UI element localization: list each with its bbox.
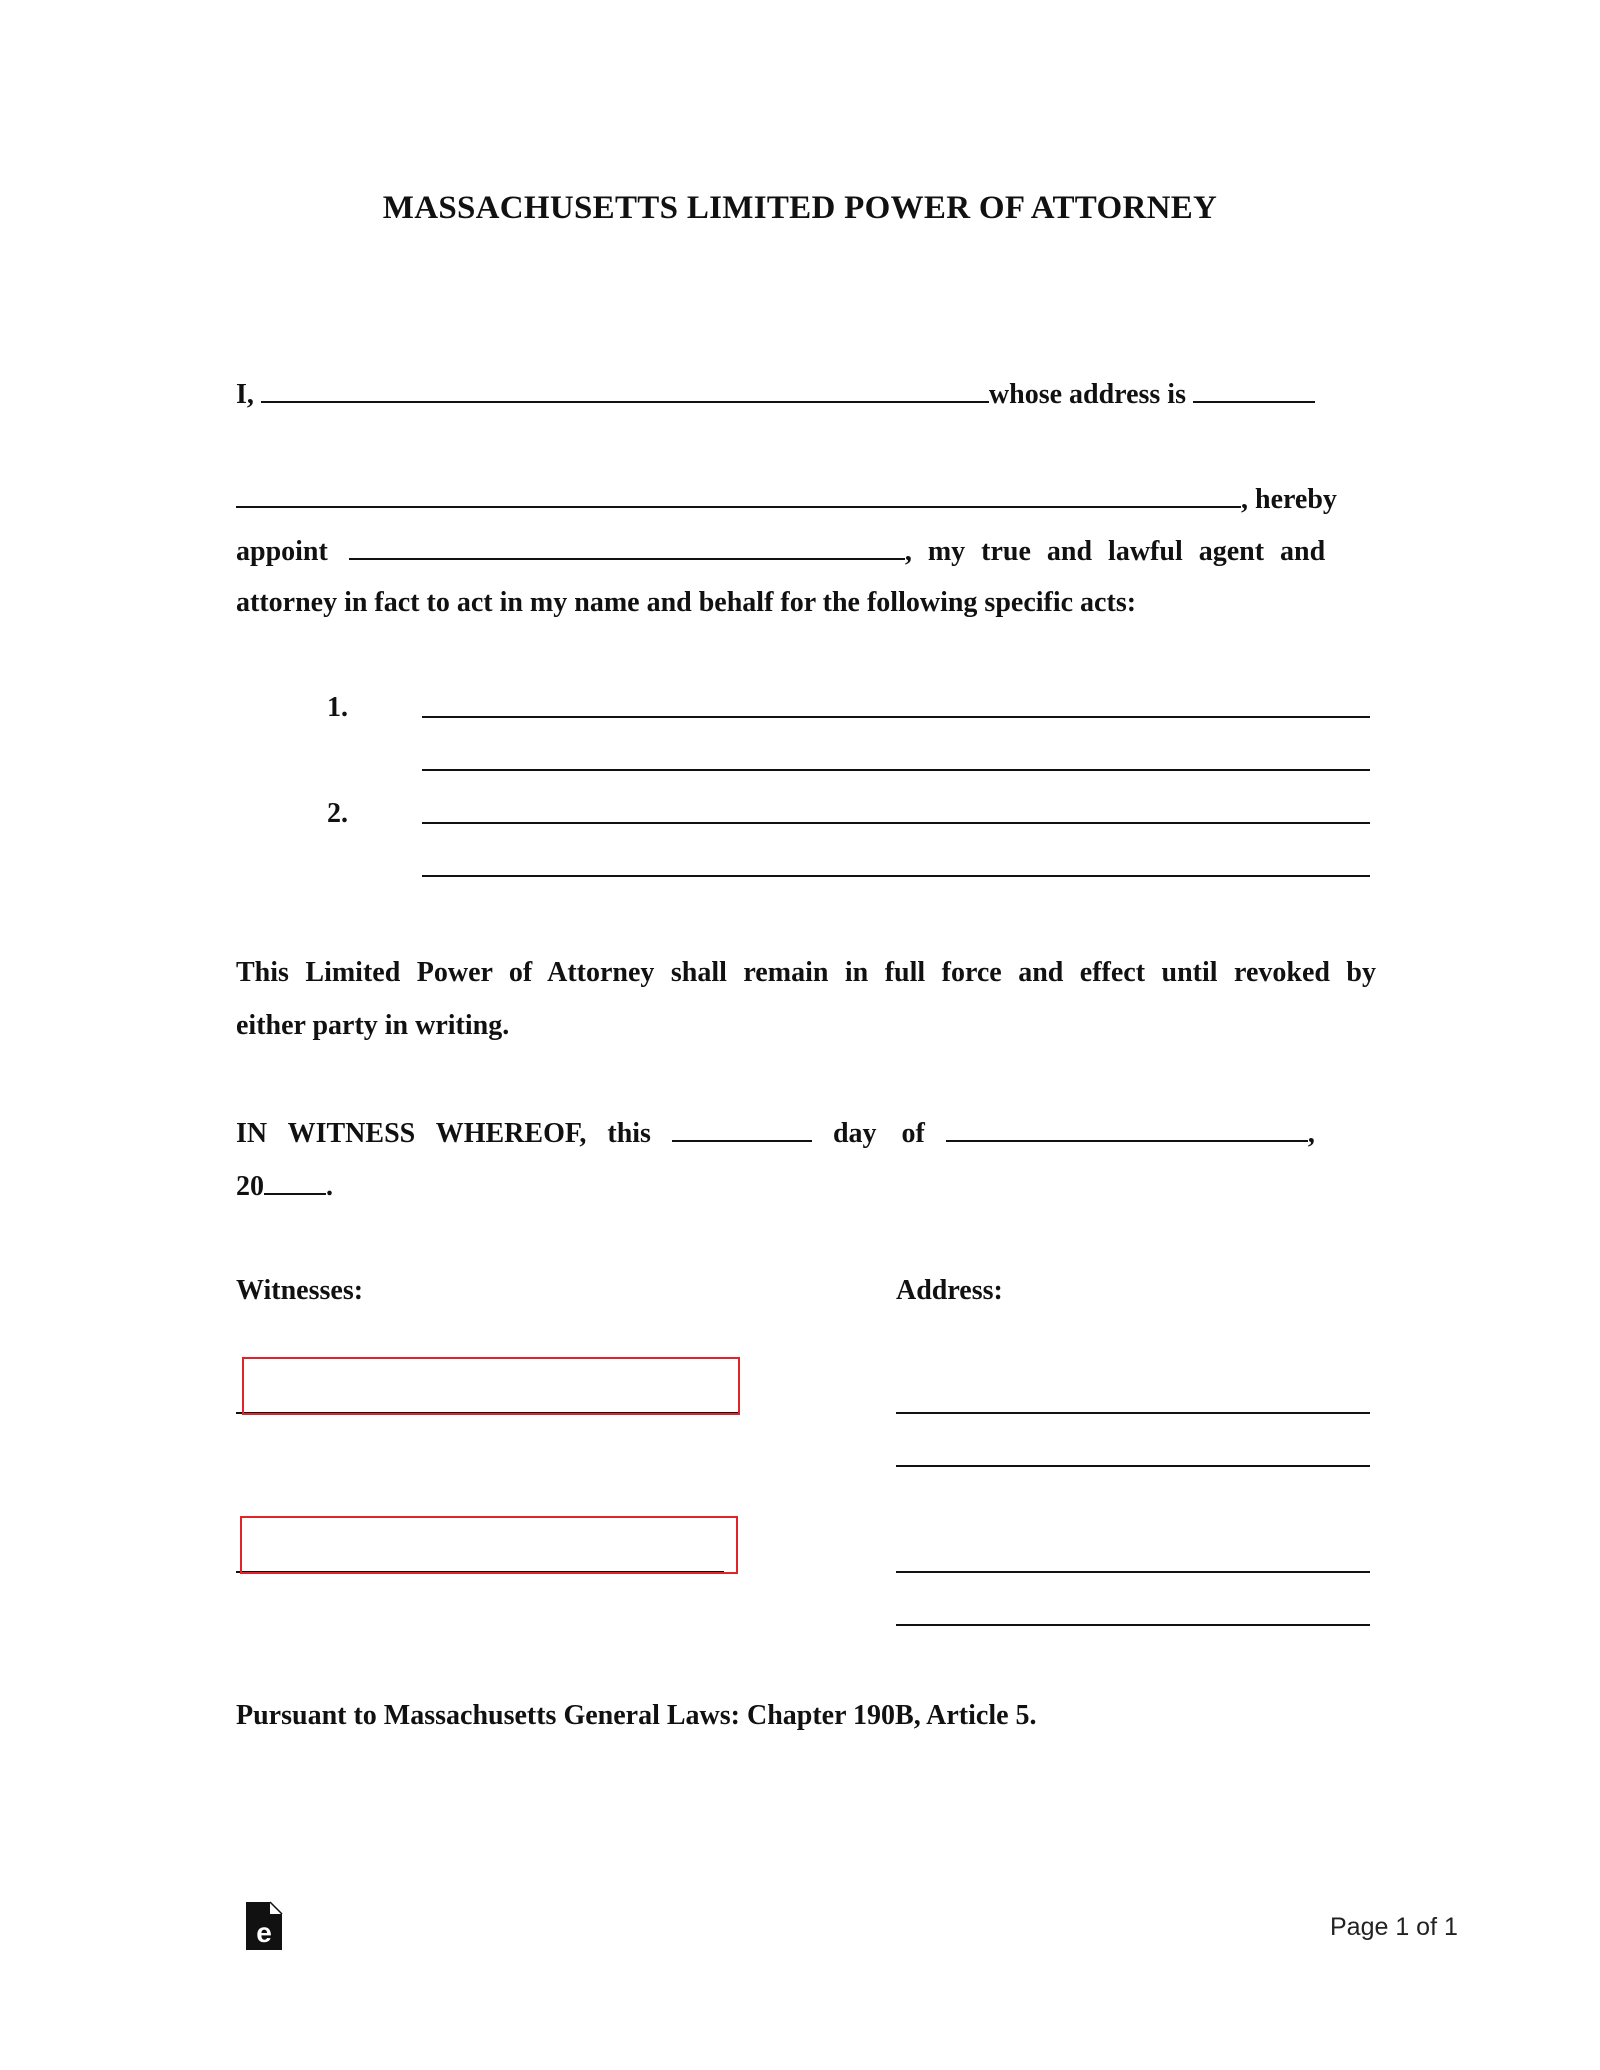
witness-1-address-line-1[interactable] bbox=[896, 1412, 1370, 1414]
witness-2-address-line-1[interactable] bbox=[896, 1571, 1370, 1573]
witness-2-highlight-box[interactable] bbox=[240, 1516, 738, 1574]
revocation-line-2: either party in writing. bbox=[236, 1010, 510, 1041]
witness-clause-line-1 bbox=[236, 1114, 1376, 1152]
in-witness-text: IN WITNESS WHEREOF, this bbox=[236, 1118, 651, 1149]
witnesses-label: Witnesses: bbox=[236, 1275, 364, 1306]
principal-address-field[interactable] bbox=[1193, 375, 1315, 403]
intro-line-2 bbox=[236, 480, 1337, 518]
witness-clause-line-2 bbox=[236, 1167, 333, 1205]
act-2-line-1[interactable] bbox=[422, 822, 1370, 824]
statute-reference: Pursuant to Massachusetts General Laws: Chapter 190B, Article 5. bbox=[236, 1700, 1037, 1731]
witness-2-address-line-2[interactable] bbox=[896, 1624, 1370, 1626]
act-number-2: 2. bbox=[327, 798, 348, 829]
month-field[interactable] bbox=[946, 1114, 1308, 1142]
year-period: . bbox=[326, 1171, 333, 1202]
witness-1-address-line-2[interactable] bbox=[896, 1465, 1370, 1467]
whose-address-label: whose address is bbox=[988, 379, 1186, 410]
day-of-text: day of bbox=[832, 1118, 925, 1149]
appoint-label: appoint bbox=[236, 536, 328, 567]
comma-text: , bbox=[1307, 1118, 1315, 1149]
act-2-line-2[interactable] bbox=[422, 875, 1370, 877]
hereby-label: , hereby bbox=[1241, 484, 1337, 515]
i-label: I, bbox=[236, 379, 254, 410]
act-number-1: 1. bbox=[327, 692, 348, 723]
year-prefix: 20 bbox=[236, 1171, 264, 1202]
intro-line-4: attorney in fact to act in my name and behalf for the following specific acts: bbox=[236, 587, 1137, 618]
intro-line-1 bbox=[236, 375, 1315, 413]
witness-1-highlight-box[interactable] bbox=[242, 1357, 740, 1415]
address-label: Address: bbox=[896, 1275, 1003, 1306]
intro-line-3 bbox=[236, 532, 1325, 570]
page-indicator: Page 1 of 1 bbox=[1330, 1913, 1458, 1941]
agent-text: , my true and lawful agent and bbox=[904, 536, 1326, 567]
svg-text:e: e bbox=[256, 1917, 272, 1948]
act-1-line-1[interactable] bbox=[422, 716, 1370, 718]
agent-name-field[interactable] bbox=[349, 532, 905, 560]
principal-name-field[interactable] bbox=[261, 375, 989, 403]
revocation-line-1: This Limited Power of Attorney shall remain in full force and effect until revoked by bbox=[236, 957, 1376, 988]
day-field[interactable] bbox=[672, 1114, 812, 1142]
principal-address-continued-field[interactable] bbox=[236, 480, 1241, 508]
act-1-line-2[interactable] bbox=[422, 769, 1370, 771]
esign-document-icon bbox=[244, 1900, 284, 1952]
document-title: MASSACHUSETTS LIMITED POWER OF ATTORNEY bbox=[382, 190, 1218, 226]
year-field[interactable] bbox=[264, 1167, 326, 1195]
